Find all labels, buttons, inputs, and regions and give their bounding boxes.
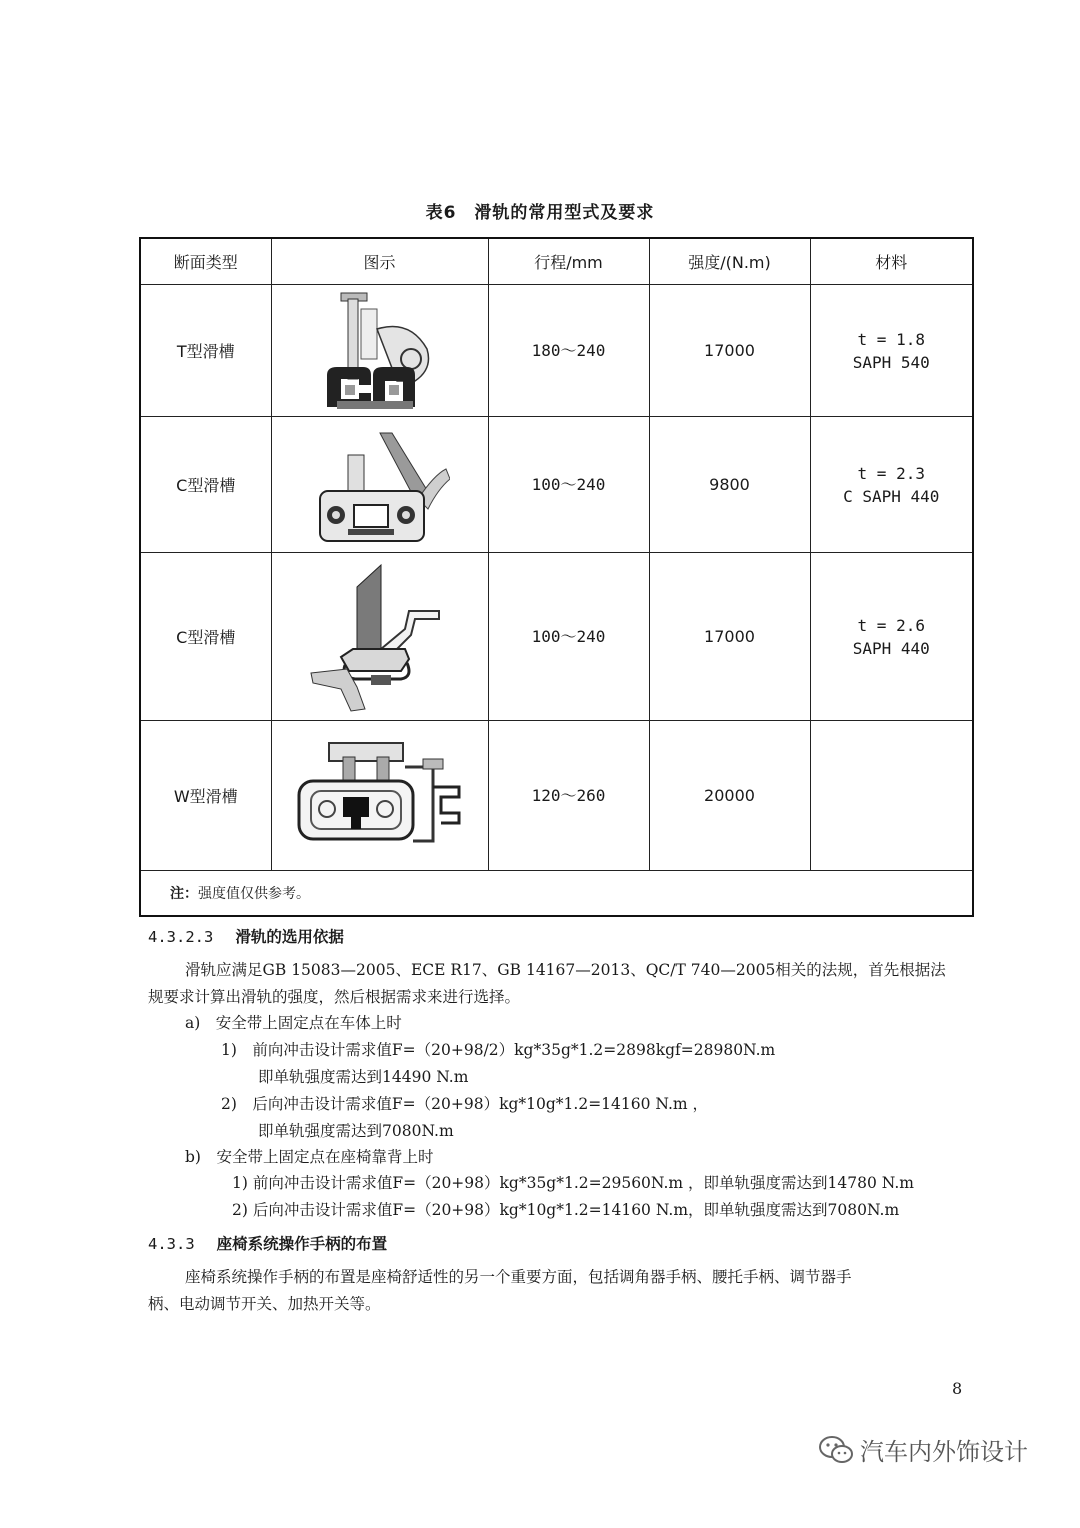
strength-cell: 17000	[649, 553, 810, 721]
material-thickness: t = 2.6	[857, 615, 925, 635]
table-row	[140, 417, 973, 553]
table-note-row	[140, 871, 973, 916]
travel-cell: 180～240	[488, 285, 649, 417]
section-type-cell: W型滑槽	[140, 721, 271, 871]
section-heading-4323	[148, 930, 344, 946]
section-type-cell: T型滑槽	[140, 285, 271, 417]
paragraph-line: 座椅系统操作手柄的布置是座椅舒适性的另一个重要方面，包括调角器手柄、腰托手柄、调节器手	[185, 1268, 852, 1286]
list-item-b2: 2) 后向冲击设计需求值F=（20+98）kg*10g*1.2=14160 N.m，即单轨强度需达到7080N.m	[232, 1201, 900, 1219]
section-type-cell: C型滑槽	[140, 553, 271, 721]
header-travel: 行程/mm	[488, 238, 649, 285]
wechat-icon	[818, 1435, 854, 1465]
figure-cell	[271, 721, 488, 871]
list-item-b: b) 安全带上固定点在座椅靠背上时	[185, 1148, 434, 1166]
strength-cell: 20000	[649, 721, 810, 871]
watermark	[818, 1432, 1028, 1467]
list-item-a1-cont: 即单轨强度需达到14490 N.m	[258, 1068, 469, 1086]
figure-cell	[271, 285, 488, 417]
header-material: 材料	[810, 238, 973, 285]
section-number: 4.3.2.3	[148, 928, 214, 946]
figure-cell	[271, 417, 488, 553]
material-grade: SAPH 540	[852, 352, 930, 372]
paragraph-line: 规要求计算出滑轨的强度，然后根据需求来进行选择。	[148, 988, 521, 1006]
list-item-a1: 1) 前向冲击设计需求值F=（20+98/2）kg*35g*1.2=2898kgf=28980N.m	[221, 1041, 776, 1059]
material-grade: SAPH 440	[852, 638, 930, 658]
table-note	[140, 871, 973, 916]
list-item-a2-cont: 即单轨强度需达到7080N.m	[258, 1122, 454, 1140]
table-row	[140, 721, 973, 871]
list-item-a2: 2) 后向冲击设计需求值F=（20+98）kg*10g*1.2=14160 N.m ，	[221, 1095, 709, 1113]
section-type-cell: C型滑槽	[140, 417, 271, 553]
watermark-text: 汽车内外饰设计	[860, 1438, 1028, 1466]
material-cell	[810, 417, 973, 553]
figure-cell	[271, 553, 488, 721]
material-thickness: t = 2.3	[857, 463, 925, 483]
w-slot-rail-section-icon	[293, 737, 467, 855]
table-header-row	[140, 238, 973, 285]
material-cell	[810, 285, 973, 417]
list-item-b1: 1) 前向冲击设计需求值F=（20+98）kg*35g*1.2=29560N.m ，即单轨强度需达到14780 N.m	[232, 1174, 914, 1192]
note-text: 强度值仅供参考。	[198, 886, 310, 903]
section-heading-433	[148, 1237, 387, 1253]
material-grade: C SAPH 440	[843, 486, 940, 506]
strength-cell: 9800	[649, 417, 810, 553]
section-title: 座椅系统操作手柄的布置	[216, 1235, 388, 1253]
page-number: 8	[952, 1379, 963, 1398]
material-thickness: t = 1.8	[857, 329, 925, 349]
c-slot-rail-section-icon	[310, 425, 450, 545]
list-item-a: a) 安全带上固定点在车体上时	[185, 1014, 402, 1032]
paragraph-line: 滑轨应满足GB 15083—2005、ECE R17、GB 14167—2013、QC/T 740—2005相关的法规，首先根据法	[185, 961, 946, 979]
table-row	[140, 553, 973, 721]
strength-cell: 17000	[649, 285, 810, 417]
table-row	[140, 285, 973, 417]
slide-rail-table	[139, 237, 974, 917]
header-section-type: 断面类型	[140, 238, 271, 285]
c-slot-rail-profile-icon	[305, 559, 455, 715]
travel-cell: 120～260	[488, 721, 649, 871]
note-label: 注：	[170, 886, 198, 903]
paragraph-line: 柄、电动调节开关、加热开关等。	[148, 1295, 381, 1313]
header-figure: 图示	[271, 238, 488, 285]
section-title: 滑轨的选用依据	[235, 928, 344, 946]
t-slot-rail-section-icon	[315, 289, 445, 413]
material-cell	[810, 721, 973, 871]
travel-cell: 100～240	[488, 417, 649, 553]
section-number: 4.3.3	[148, 1235, 195, 1253]
travel-cell: 100～240	[488, 553, 649, 721]
header-strength: 强度/(N.m)	[649, 238, 810, 285]
material-cell	[810, 553, 973, 721]
table-caption: 表6 滑轨的常用型式及要求	[425, 203, 655, 223]
